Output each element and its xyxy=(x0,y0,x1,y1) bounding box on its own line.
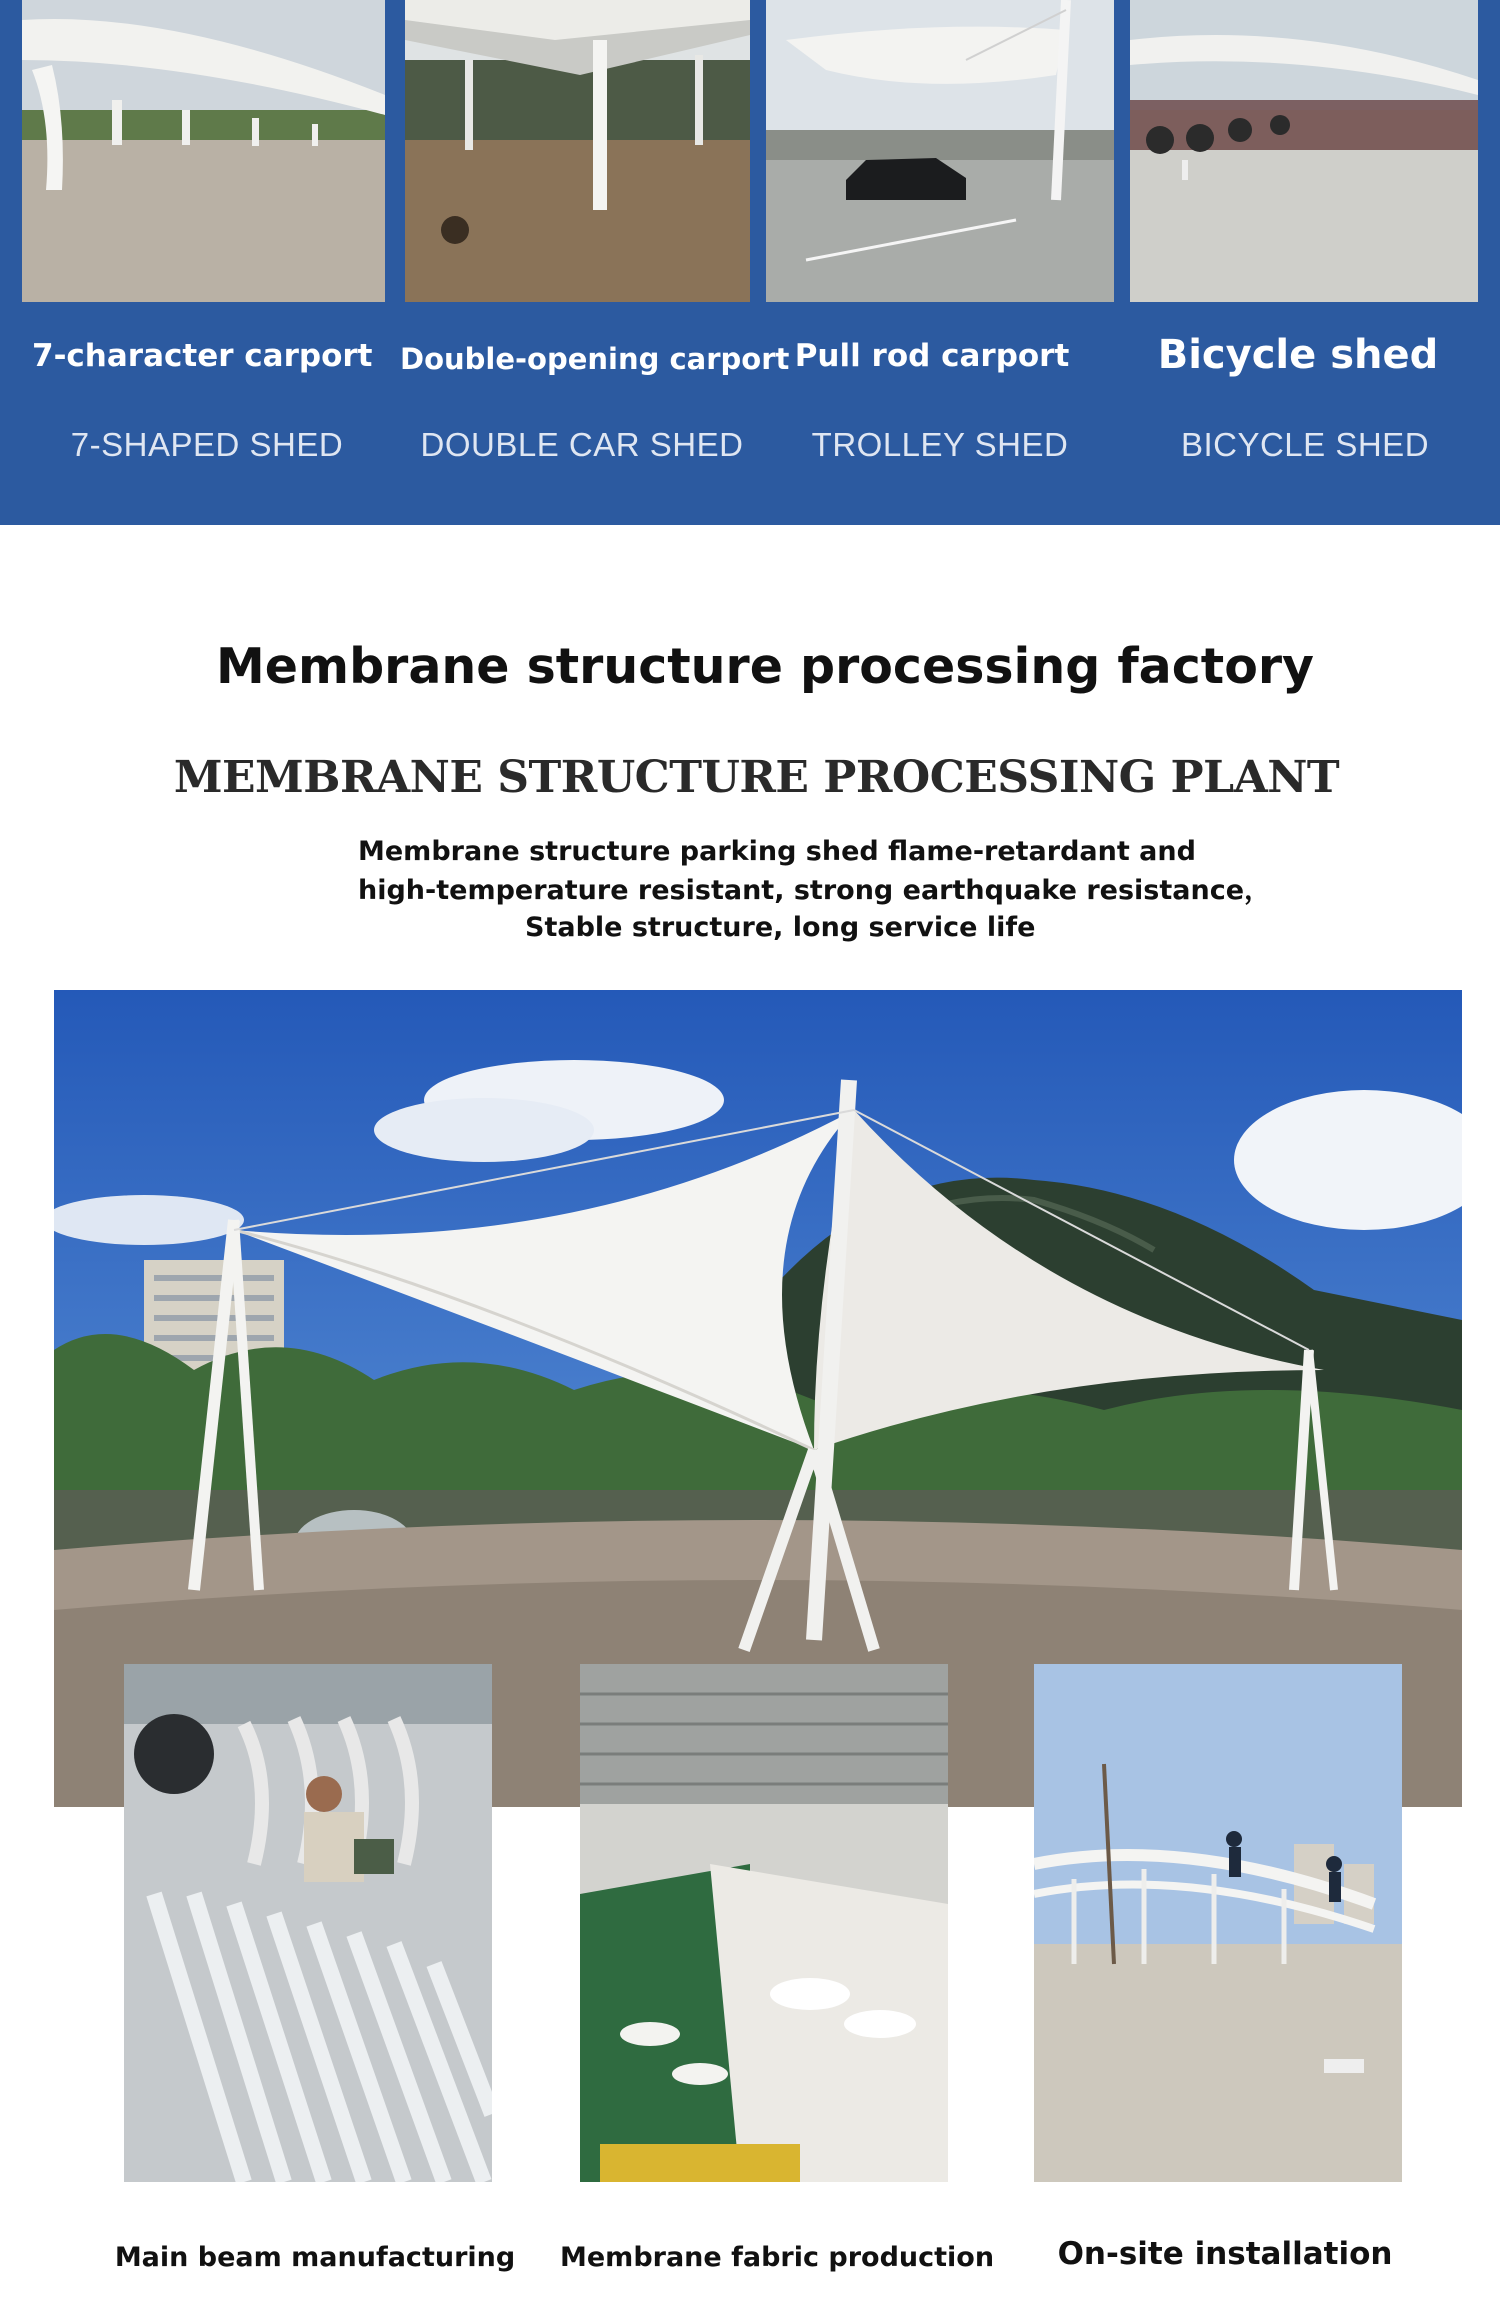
bicycle-shed-photo xyxy=(1130,0,1478,302)
description-line-1: Membrane structure parking shed flame-retardant and xyxy=(358,836,1196,867)
category-title-pull-rod: Pull rod carport xyxy=(794,338,1070,374)
description-line-2: high-temperature resistant, strong earthquake resistance， xyxy=(358,875,1272,906)
category-subtitle-double-car: DOUBLE CAR SHED xyxy=(420,426,744,463)
description-line-3: Stable structure, long service life xyxy=(525,912,1036,943)
category-subtitle-seven-shaped: 7-SHAPED SHED xyxy=(70,426,344,463)
caption-main-beam: Main beam manufacturing xyxy=(114,2242,516,2273)
caption-membrane-fabric: Membrane fabric production xyxy=(560,2242,995,2273)
double-car-shed-photo xyxy=(405,0,750,302)
category-subtitle-trolley: TROLLEY SHED xyxy=(811,426,1069,463)
category-title-double-opening: Double-opening carport xyxy=(400,342,790,376)
on-site-installation-photo xyxy=(1034,1664,1402,2182)
trolley-shed-photo xyxy=(766,0,1114,302)
factory-title: Membrane structure processing factory xyxy=(216,638,1314,695)
factory-subtitle: MEMBRANE STRUCTURE PROCESSING PLANT xyxy=(173,752,1340,803)
carport-types-band xyxy=(0,0,1500,525)
category-title-seven-shaped: 7-character carport xyxy=(32,338,373,374)
membrane-fabric-production-photo xyxy=(580,1664,948,2182)
category-title-bicycle: Bicycle shed xyxy=(1157,332,1439,378)
main-beam-manufacturing-photo xyxy=(124,1664,492,2182)
seven-shaped-shed-photo xyxy=(22,0,385,302)
caption-on-site-installation: On-site installation xyxy=(1057,2236,1393,2272)
category-subtitle-bicycle: BICYCLE SHED xyxy=(1180,426,1430,463)
